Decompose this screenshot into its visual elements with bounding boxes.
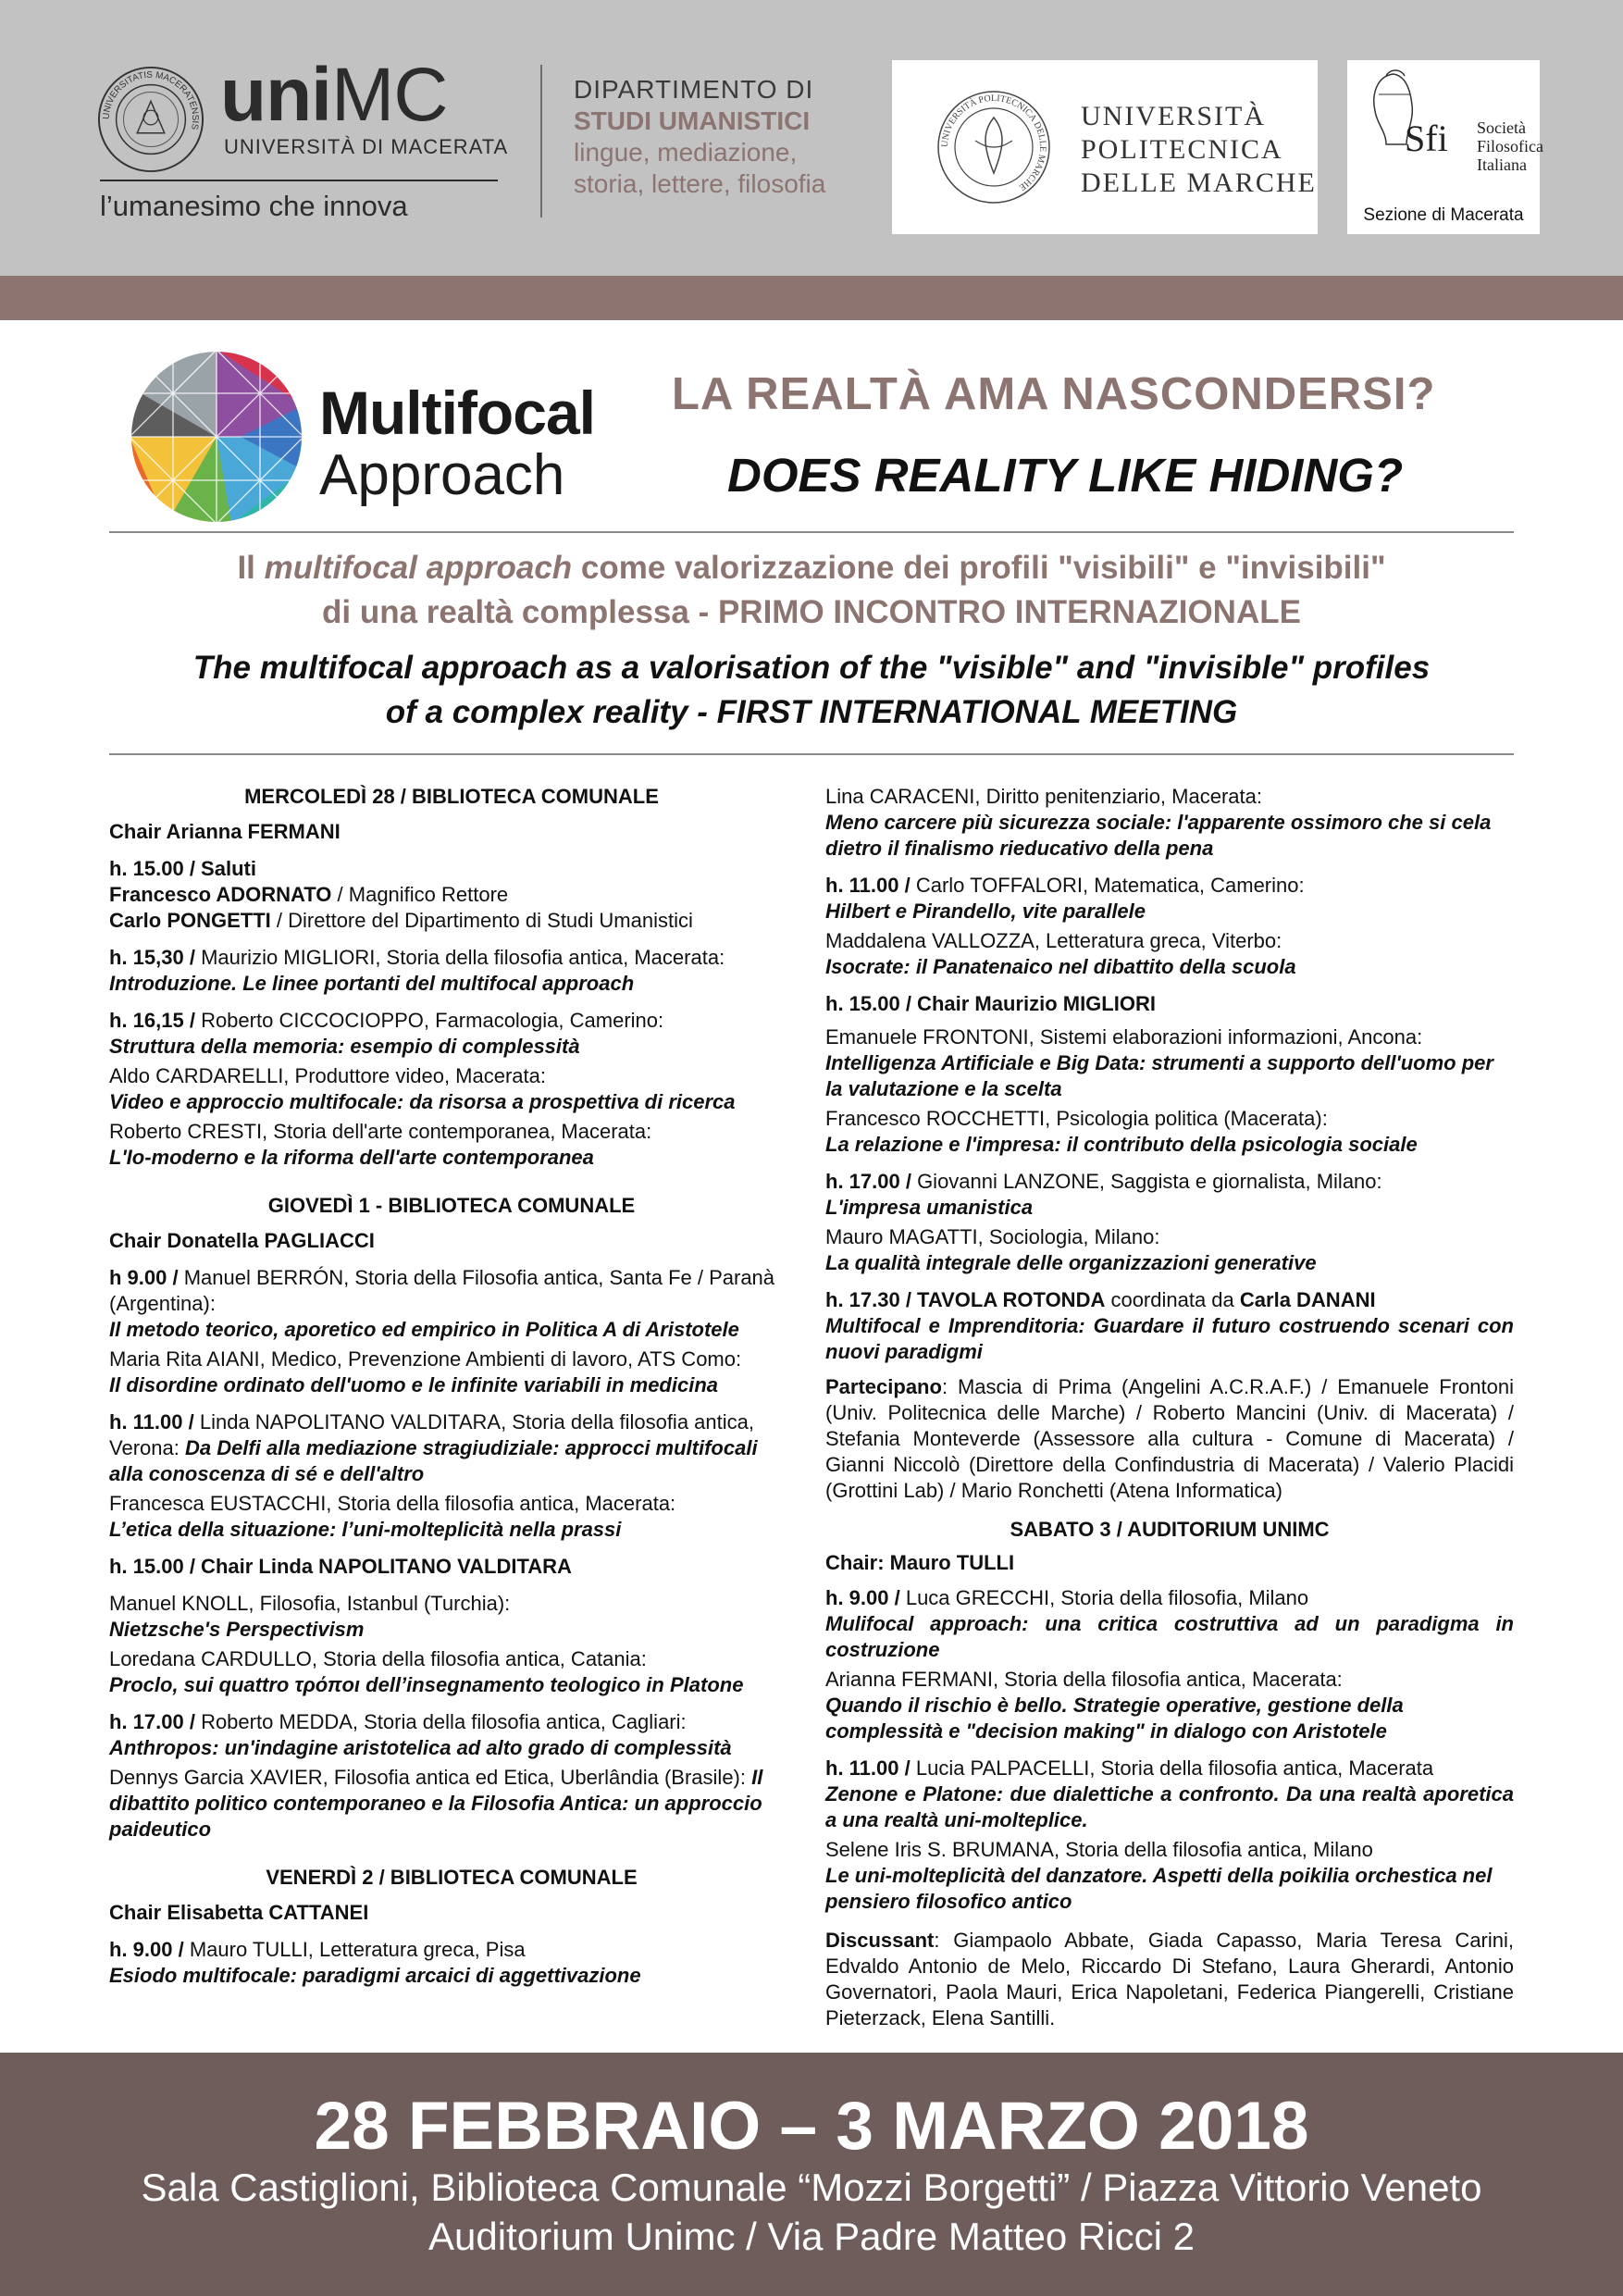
univpm-line1: UNIVERSITÀ bbox=[1081, 101, 1266, 131]
unimc-logo-wordmark bbox=[220, 53, 448, 137]
participants bbox=[825, 1374, 1514, 1504]
session-time: h. 11.00 / bbox=[825, 874, 916, 897]
speaker-info: Francesco ROCCHETTI, Psicologia politica (Macerata): bbox=[825, 1107, 1328, 1130]
discussants bbox=[825, 1928, 1514, 2031]
speaker-info: Emanuele FRONTONI, Sistemi elaborazioni informazioni, Ancona: bbox=[825, 1025, 1423, 1049]
talk-title: La relazione e l'impresa: il contributo della psicologia sociale bbox=[825, 1133, 1418, 1156]
session-item bbox=[109, 908, 794, 934]
talk-title: Meno carcere più sicurezza sociale: l'apparente ossimoro che si cela dietro il finalismo rieducativo della pena bbox=[825, 811, 1492, 860]
speaker-info: Selene Iris S. BRUMANA, Storia della filosofia antica, Milano bbox=[825, 1838, 1373, 1861]
univpm-line3: DELLE MARCHE bbox=[1081, 168, 1317, 198]
speaker-name: Francesco ADORNATO bbox=[109, 883, 332, 906]
session-item bbox=[825, 1106, 1514, 1158]
session-item bbox=[109, 1646, 794, 1698]
session-item bbox=[109, 1409, 794, 1487]
speaker-info: Manuel KNOLL, Filosofia, Istanbul (Turchia): bbox=[109, 1592, 511, 1615]
speaker-info: Lina CARACENI, Diritto penitenziario, Macerata: bbox=[825, 785, 1262, 808]
talk-title: Quando il rischio è bello. Strategie operative, gestione della complessità e "decision making" in dialogo con Aristotele bbox=[825, 1694, 1404, 1743]
session-chair-line: h. 15.00 / Chair Linda NAPOLITANO VALDITARA bbox=[109, 1555, 572, 1578]
subtitle-it-b: come valorizzazione dei profili "visibili" e "invisibili" bbox=[572, 550, 1386, 586]
participants-list: : Mascia di Prima (Angelini A.C.R.A.F.) / Emanuele Frontoni (Univ. Politecnica delle Marche) / Roberto Mancini (Univ. di Macerata) / Stefania Monteverde (Assessore alla cultura - Comune di Macerata) / Gianni Niccolò (Direttore della Confindustria di Macerata) / Valerio Placidi (Grottini Lab) / Mario Ronchetti (Atena Informatica) bbox=[825, 1375, 1514, 1502]
day-heading: VENERDÌ 2 / BIBLIOTECA COMUNALE bbox=[266, 1866, 638, 1889]
speaker-info: Aldo CARDARELLI, Produttore video, Macerata: bbox=[109, 1064, 547, 1087]
talk-title: Isocrate: il Panatenaico nel dibattito della scuola bbox=[825, 955, 1296, 978]
session-item bbox=[825, 1585, 1514, 1663]
session-item bbox=[825, 1024, 1514, 1102]
coordinator-name: Carla DANANI bbox=[1239, 1288, 1376, 1311]
department-block bbox=[574, 74, 825, 200]
unimc-subtitle: UNIVERSITÀ DI MACERATA bbox=[224, 135, 509, 158]
session-item bbox=[109, 1008, 794, 1060]
talk-title: Da Delfi alla mediazione stragiudiziale: approcci multifocali alla conoscenza di sé e dell'altro bbox=[109, 1436, 758, 1485]
chair-line: Chair Elisabetta CATTANEI bbox=[109, 1901, 369, 1924]
sfi-line2: Filosofica bbox=[1477, 137, 1543, 155]
session-item bbox=[109, 1265, 794, 1343]
speaker-info: Carlo TOFFALORI, Matematica, Camerino: bbox=[915, 874, 1305, 897]
title-divider bbox=[109, 531, 1514, 533]
unimc-word-bold: uni bbox=[220, 53, 331, 137]
multifocal-word: Multifocal bbox=[319, 379, 595, 447]
talk-title: L'impresa umanistica bbox=[825, 1196, 1034, 1219]
department-line3: lingue, mediazione, bbox=[574, 138, 798, 167]
session-item bbox=[109, 856, 794, 882]
header-accent-bar bbox=[0, 276, 1623, 320]
participants-label: Partecipano bbox=[825, 1375, 942, 1398]
univpm-seal-icon bbox=[936, 90, 1051, 205]
talk-title: Le uni-molteplicità del danzatore. Aspetti della poikilia orchestica nel pensiero filosofico antico bbox=[825, 1864, 1493, 1913]
talk-title: Intelligenza Artificiale e Big Data: strumenti a supporto dell'uomo per la valutazione e la scelta bbox=[825, 1051, 1493, 1100]
speaker-info: Luca GRECCHI, Storia della filosofia, Milano bbox=[905, 1586, 1309, 1609]
multifocal-logo-icon bbox=[130, 350, 304, 524]
session-item bbox=[109, 1591, 794, 1643]
session-item bbox=[109, 882, 794, 908]
unimc-divider bbox=[100, 180, 498, 181]
sfi-line3: Italiana bbox=[1477, 155, 1527, 174]
talk-title: Zenone e Platone: due dialettiche a confronto. Da una realtà aporetica a una realtà uni-molteplice. bbox=[825, 1782, 1514, 1831]
speaker-info: Arianna FERMANI, Storia della filosofia antica, Macerata: bbox=[825, 1668, 1343, 1691]
speaker-info: Maria Rita AIANI, Medico, Prevenzione Ambienti di lavoro, ATS Como: bbox=[109, 1347, 742, 1371]
speaker-info: Dennys Garcia XAVIER, Filosofia antica ed Etica, Uberlândia (Brasile): bbox=[109, 1766, 752, 1789]
talk-title: L’etica della situazione: l’uni-molteplicità nella prassi bbox=[109, 1518, 622, 1541]
talk-title: Il dibattito politico contemporaneo e la Filosofia Antica: un approccio paideutico bbox=[109, 1766, 763, 1841]
chair-line: Chair Donatella PAGLIACCI bbox=[109, 1229, 375, 1252]
session-chair-line: h. 15.00 / Chair Maurizio MIGLIORI bbox=[825, 992, 1156, 1015]
session-item bbox=[825, 928, 1514, 980]
talk-title: Esiodo multifocale: paradigmi arcaici di aggettivazione bbox=[109, 1964, 641, 1987]
speaker-info: Roberto CRESTI, Storia dell'arte contemporanea, Macerata: bbox=[109, 1120, 652, 1143]
subtitle-en-line2: of a complex reality - FIRST INTERNATIONAL MEETING bbox=[385, 694, 1238, 730]
subtitle-it-a: Il bbox=[237, 550, 265, 586]
department-line4: storia, lettere, filosofia bbox=[574, 169, 826, 198]
speaker-info: Mauro TULLI, Letteratura greca, Pisa bbox=[189, 1938, 526, 1961]
talk-title: Video e approccio multifocale: da risorsa a prospettiva di ricerca bbox=[109, 1090, 736, 1113]
round-table bbox=[825, 1287, 1514, 1365]
speaker-name: Carlo PONGETTI bbox=[109, 909, 271, 932]
sfi-section: Sezione di Macerata bbox=[1363, 205, 1524, 225]
venue-line1: Sala Castiglioni, Biblioteca Comunale “Mozzi Borgetti” / Piazza Vittorio Veneto bbox=[141, 2166, 1482, 2209]
session-item bbox=[109, 1347, 794, 1398]
session-time: h. 16,15 / bbox=[109, 1009, 202, 1032]
talk-title: Proclo, sui quattro τρόποι dell’insegnamento teologico in Platone bbox=[109, 1673, 744, 1696]
subtitle-en-line1: The multifocal approach as a valorisation of the "visible" and "invisible" profiles bbox=[192, 650, 1431, 686]
department-line2: STUDI UMANISTICI bbox=[574, 106, 811, 135]
speaker-role: / Direttore del Dipartimento di Studi Umanistici bbox=[270, 909, 693, 932]
session-item bbox=[825, 1169, 1514, 1221]
session-item bbox=[109, 1491, 794, 1543]
speaker-role: / Magnifico Rettore bbox=[331, 883, 509, 906]
title-question-en: DOES REALITY LIKE HIDING? bbox=[727, 449, 1404, 502]
speaker-info: Giovanni LANZONE, Saggista e giornalista, Milano: bbox=[917, 1170, 1382, 1193]
talk-title: Struttura della memoria: esempio di complessità bbox=[109, 1035, 580, 1058]
session-item bbox=[825, 1756, 1514, 1833]
coordinator-label: coordinata da bbox=[1105, 1288, 1240, 1311]
talk-title: Introduzione. Le linee portanti del multifocal approach bbox=[109, 972, 635, 995]
talk-title: Mulifocal approach: una critica costruttiva ad un paradigma in costruzione bbox=[825, 1612, 1514, 1661]
univpm-seal-text: UNIVERSITÀ POLITECNICA DELLE MARCHE bbox=[939, 93, 1048, 192]
session-item bbox=[109, 1937, 794, 1989]
program-left-column bbox=[109, 784, 794, 1989]
session-item bbox=[109, 1765, 794, 1843]
session-time: h. 17.00 / bbox=[109, 1710, 202, 1733]
subtitle-it-line2: di una realtà complessa - PRIMO INCONTRO INTERNAZIONALE bbox=[322, 594, 1301, 630]
talk-title: Nietzsche's Perspectivism bbox=[109, 1618, 365, 1641]
unimc-word-light: MC bbox=[330, 53, 448, 137]
day-heading: GIOVEDÌ 1 - BIBLIOTECA COMUNALE bbox=[267, 1194, 636, 1217]
department-line1: DIPARTIMENTO DI bbox=[574, 75, 814, 104]
venue-line2: Auditorium Unimc / Via Padre Matteo Ricci 2 bbox=[428, 2215, 1195, 2258]
talk-title: Anthropos: un'indagine aristotelica ad alto grado di complessità bbox=[109, 1736, 732, 1759]
session-time: h. 11.00 / bbox=[825, 1756, 916, 1780]
session-time: h. 9.00 / bbox=[825, 1586, 906, 1609]
session-time: h. 15,30 / bbox=[109, 946, 202, 969]
session-time: h. 15.00 / Saluti bbox=[109, 857, 256, 880]
session-time: h 9.00 / bbox=[109, 1266, 184, 1289]
speaker-info: Linda NAPOLITANO VALDITARA, Storia della filosofia antica, Verona: bbox=[109, 1410, 754, 1459]
sfi-line1: Società bbox=[1477, 118, 1526, 137]
title-question-it: LA REALTÀ AMA NASCONDERSI? bbox=[672, 369, 1436, 419]
session-time: h. 17.00 / bbox=[825, 1170, 918, 1193]
speaker-info: Lucia PALPACELLI, Storia della filosofia antica, Macerata bbox=[915, 1756, 1434, 1780]
talk-title: L'Io-moderno e la riforma dell'arte contemporanea bbox=[109, 1146, 594, 1169]
univpm-line2: POLITECNICA bbox=[1081, 134, 1283, 165]
header-separator bbox=[540, 65, 542, 217]
speaker-info: Maddalena VALLOZZA, Letteratura greca, Viterbo: bbox=[825, 929, 1282, 952]
sfi-mark: Sfi bbox=[1405, 118, 1448, 159]
session-item bbox=[109, 1063, 794, 1115]
chair-line: Chair Arianna FERMANI bbox=[109, 820, 341, 843]
talk-title: Il disordine ordinato dell'uomo e le infinite variabili in medicina bbox=[109, 1373, 719, 1396]
approach-word: Approach bbox=[319, 443, 565, 507]
session-time: h. 9.00 / bbox=[109, 1938, 190, 1961]
talk-title: Il metodo teorico, aporetico ed empirico in Politica A di Aristotele bbox=[109, 1318, 739, 1341]
speaker-info: Maurizio MIGLIORI, Storia della filosofia antica, Macerata: bbox=[201, 946, 725, 969]
day-heading: MERCOLEDÌ 28 / BIBLIOTECA COMUNALE bbox=[244, 785, 659, 808]
session-item bbox=[109, 1119, 794, 1171]
session-item bbox=[825, 784, 1514, 862]
subtitle-it-line1 bbox=[0, 550, 1623, 587]
speaker-info: Mauro MAGATTI, Sociologia, Milano: bbox=[825, 1225, 1160, 1248]
talk-title: Hilbert e Pirandello, vite parallele bbox=[825, 900, 1146, 923]
program-divider bbox=[109, 753, 1514, 755]
session-item bbox=[109, 945, 794, 997]
session-time: h. 11.00 / bbox=[109, 1410, 200, 1433]
discussants-list: : Giampaolo Abbate, Giada Capasso, Maria Teresa Carini, Edvaldo Antonio de Melo, Riccardo Di Stefano, Laura Gherardi, Antonio Governatori, Paola Mauri, Erica Napoletani, Federica Piangerelli, Cristiane Pieterzack, Elena Santilli. bbox=[825, 1929, 1514, 2029]
speaker-info: Loredana CARDULLO, Storia della filosofia antica, Catania: bbox=[109, 1647, 647, 1670]
session-item bbox=[825, 1837, 1514, 1915]
session-item bbox=[825, 1667, 1514, 1744]
event-dates: 28 FEBBRAIO – 3 MARZO 2018 bbox=[314, 2089, 1309, 2164]
speaker-info: Francesca EUSTACCHI, Storia della filosofia antica, Macerata: bbox=[109, 1492, 676, 1515]
session-item bbox=[109, 1709, 794, 1761]
speaker-info: Roberto CICCOCIOPPO, Farmacologia, Camerino: bbox=[201, 1009, 664, 1032]
sfi-text bbox=[1477, 118, 1543, 174]
session-item bbox=[825, 873, 1514, 925]
session-item bbox=[825, 1224, 1514, 1276]
subtitle-it-em: multifocal approach bbox=[264, 550, 573, 586]
talk-title: Multifocal e Imprenditoria: Guardare il futuro costruendo scenari con nuovi paradigmi bbox=[825, 1314, 1514, 1363]
unimc-motto: l’umanesimo che innova bbox=[100, 190, 408, 222]
session-time: h. 17.30 / TAVOLA ROTONDA bbox=[825, 1288, 1106, 1311]
chair-line: Chair: Mauro TULLI bbox=[825, 1551, 1015, 1574]
univpm-wordmark bbox=[1081, 100, 1317, 200]
unimc-seal-text: UNIVERSITATIS MACERATENSIS bbox=[101, 69, 201, 130]
speaker-info: Roberto MEDDA, Storia della filosofia antica, Cagliari: bbox=[201, 1710, 687, 1733]
day-heading: SABATO 3 / AUDITORIUM UNIMC bbox=[1010, 1518, 1330, 1541]
talk-title: La qualità integrale delle organizzazioni generative bbox=[825, 1251, 1317, 1274]
unimc-seal-icon bbox=[96, 65, 205, 174]
discussants-label: Discussant bbox=[825, 1929, 935, 1952]
speaker-info: Manuel BERRÓN, Storia della Filosofia antica, Santa Fe / Paranà (Argentina): bbox=[109, 1266, 775, 1315]
program-right-column bbox=[825, 784, 1514, 2031]
